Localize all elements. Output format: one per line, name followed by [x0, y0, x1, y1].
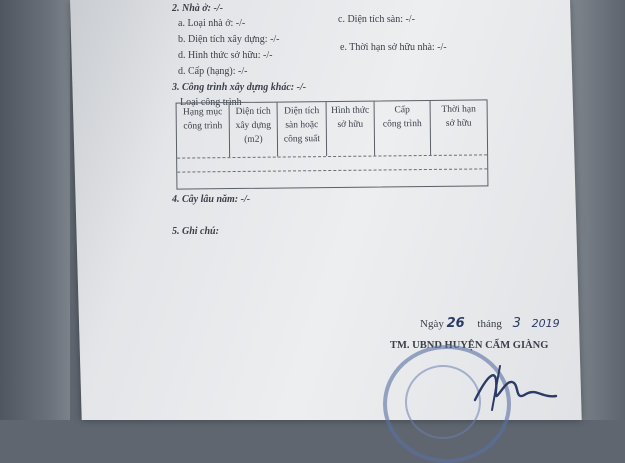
- table-header-cell: Diện tích xây dựng (m2): [230, 103, 279, 157]
- works-table: [176, 99, 489, 189]
- trees-heading: 4. Cây lâu năm: -/-: [172, 194, 251, 205]
- table-header-cell: Thời hạn sở hữu: [441, 104, 476, 129]
- grade-field: d. Cấp (hạng): -/-: [178, 66, 248, 77]
- table-header-cell: Hình thức sở hữu: [327, 102, 376, 156]
- table-header-cell: Cấp công trình: [375, 101, 432, 156]
- date-year: 2019: [531, 317, 560, 330]
- authority-title: TM. UBND HUYỆN CẨM GIÀNG: [390, 340, 549, 351]
- house-type-field: a. Loại nhà ở: -/-: [178, 18, 246, 29]
- table-header-cell: Hạng mục công trình: [177, 103, 231, 158]
- date-day: 26: [446, 316, 465, 331]
- table-row: [177, 168, 487, 172]
- works-type-label: Loại công trình: [180, 97, 242, 108]
- floor-area-field: c. Diện tích sàn: -/-: [338, 14, 415, 25]
- notes-heading: 5. Ghi chú:: [172, 226, 219, 237]
- signature: [470, 360, 560, 420]
- build-area-field: b. Diện tích xây dựng: -/-: [178, 34, 280, 45]
- date-line: Ngày 26 tháng 3 2019: [420, 316, 560, 331]
- works-heading: 3. Công trình xây dựng khác: -/-: [172, 82, 307, 93]
- table-header-cell: Diện tích sàn hoặc công suất: [278, 102, 328, 157]
- ownership-term-field: e. Thời hạn sở hữu nhà: -/-: [340, 42, 447, 53]
- house-heading: 2. Nhà ở: -/-: [172, 3, 223, 14]
- ownership-form-field: d. Hình thức sở hữu: -/-: [178, 50, 273, 61]
- date-month: 3: [512, 316, 521, 331]
